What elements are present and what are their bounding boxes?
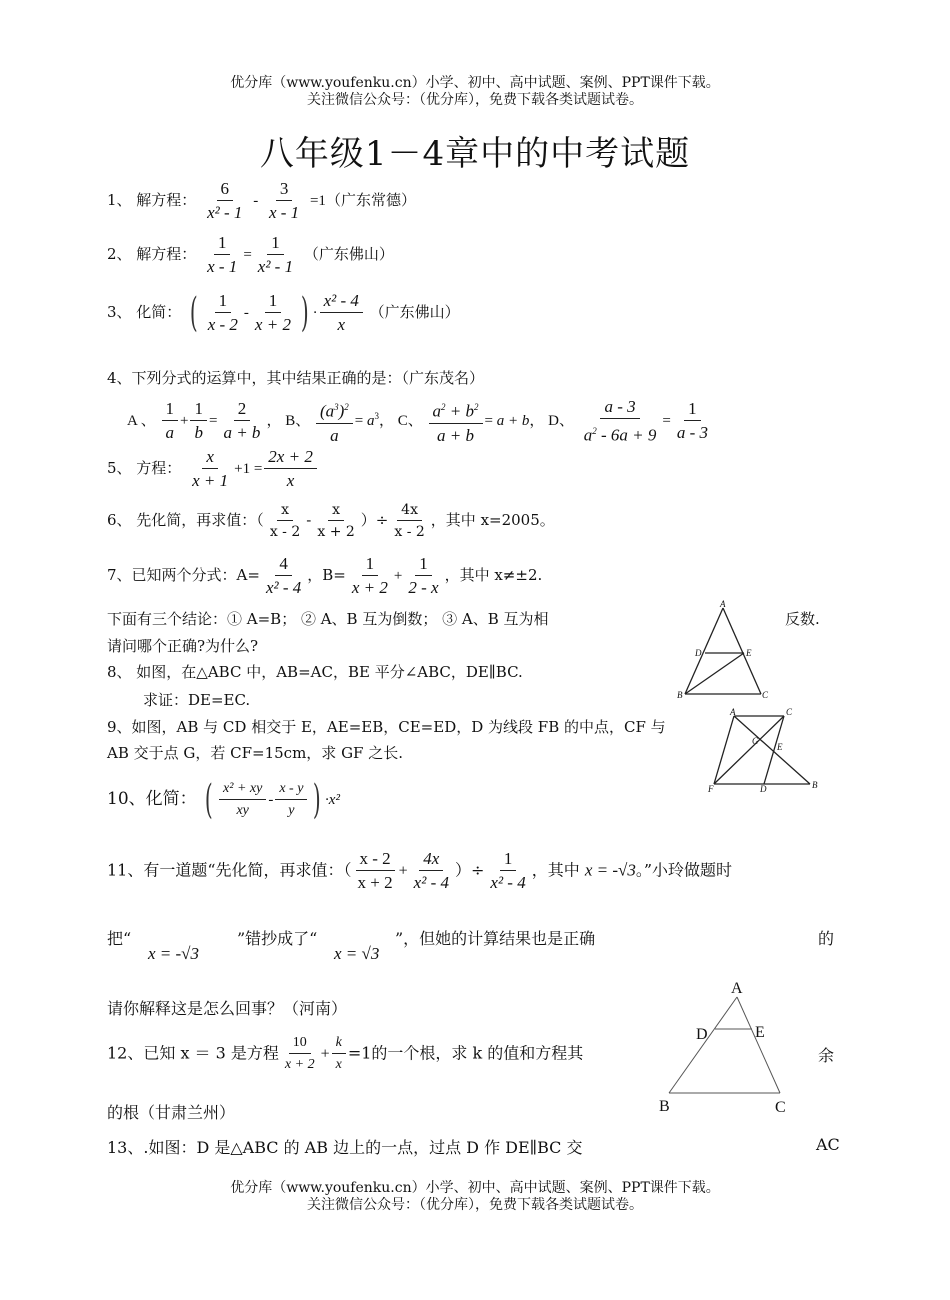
- q11-frac-c: $\frac{1}{\text{x² - 4}}$: [490, 849, 526, 892]
- question-12-roots: 的根（甘肃兰州）: [107, 1103, 236, 1122]
- footer-line-1: 优分库（www.youfenku.cn）小学、初中、高中试题、案例、PPT课件下载。: [230, 1180, 720, 1196]
- question-8-line2: 求证：DE=EC.: [143, 691, 251, 709]
- q3-frac-a: $\frac{1}{x - 2}$: [207, 291, 238, 334]
- question-7: [107, 555, 542, 597]
- q2-frac-a: $\frac{1}{x - 1}$: [207, 233, 238, 276]
- q2-source: （广东佛山）: [303, 245, 394, 263]
- q6-div: ）÷: [360, 511, 389, 529]
- question-9-line2: AB 交于点 G，若 CF=15cm，求 GF 之长.: [107, 744, 404, 762]
- figure-triangle-abc-2: [655, 975, 800, 1120]
- q1-label: 1、 解方程：: [107, 191, 197, 209]
- question-3: 3、 化简： ( $\frac{1}{x - 2}$ - $\frac{1}{x + 2}$ ) · $\frac{\text{x² - 4}}{x}$ （广东佛山）: [107, 290, 460, 336]
- fig1-label-e: E: [746, 648, 752, 658]
- q2-eq: =: [243, 247, 252, 263]
- q1-source: （广东常德）: [325, 191, 416, 209]
- q2-frac-b: $\frac{1}{\text{x² - 1}}$: [257, 233, 294, 276]
- fig3-label-a: A: [731, 980, 743, 997]
- fig2-label-f: F: [708, 784, 714, 794]
- q12-mid: =1的一个根，求 k 的值和方程其: [347, 1043, 584, 1063]
- question-13-end: AC: [816, 1135, 840, 1154]
- fig3-label-e: E: [755, 1024, 765, 1041]
- q3-dot: ·: [312, 305, 318, 321]
- question-11-wrong-value: x = -√3: [148, 944, 200, 963]
- q4-b-frac: $\frac{(a^3)^2}{a}$: [316, 398, 353, 445]
- q11-op: +: [398, 862, 408, 880]
- q12-frac-a: $\frac{10}{x + 2}$: [284, 1035, 315, 1072]
- fig1-label-d: D: [695, 648, 702, 658]
- q3-label: 3、 化简：: [107, 303, 182, 321]
- q4-d-frac1: $\frac{a - 3}{a^2 - 6a + 9}$: [583, 397, 657, 445]
- fig2-label-c: C: [786, 707, 793, 717]
- question-2: [107, 234, 394, 276]
- q1-frac-b: $\frac{3}{x - 1}$: [268, 179, 300, 222]
- q10-label: 10、化简：: [107, 789, 197, 809]
- question-9-line1: 9、如图，AB 与 CD 相交于 E，AE=EB，CE=ED，D 为线段 FB 的中点，CF 与: [107, 718, 666, 736]
- q3-op: -: [243, 305, 249, 321]
- question-11-p3: ”，但她的计算结果也是正确: [395, 929, 596, 948]
- fig3-label-d: D: [696, 1026, 708, 1043]
- fig2-label-a: A: [730, 707, 736, 717]
- question-6: [107, 502, 555, 540]
- fig3-label-c: C: [775, 1099, 786, 1116]
- fig1-label-c: C: [762, 690, 769, 700]
- q4-d-frac2: $\frac{1}{a - 3}$: [676, 399, 708, 443]
- q4-a-frac2: $\frac{1}{b}$: [190, 400, 207, 442]
- question-10: 10、化简： ( $\frac{\text{x² + xy}}{xy}$ - $\frac{x - y}{y}$ ) ·x²: [107, 777, 340, 823]
- q3-frac-b: $\frac{1}{x + 2}$: [254, 291, 291, 334]
- q10-tail: ·x²: [325, 792, 340, 808]
- question-11-end: 的: [818, 929, 835, 948]
- page-title: 八年级1－4章中的中考试题: [259, 134, 691, 174]
- q4-a-frac3: $\frac{2}{a + b}$: [223, 399, 261, 443]
- q5-frac-a: $\frac{x}{x + 1}$: [192, 447, 229, 490]
- question-4-options: A 、 $\frac{1}{a}$ + $\frac{1}{b}$ = $\frac{2}{a + b}$ ， B、 $\frac{(a^3)^2}{a}$ = $a^3$， C、 $\frac{a^2 + b^2}{a + b}$ = a + b， D、 $\frac{a - 3}{a^2 - 6a + 9}$ = $\frac{1}{a - 3}$: [127, 398, 714, 445]
- q11-frac-a: $\frac{x - 2}{x + 2}$: [354, 850, 397, 892]
- header-line-1: 优分库（www.youfenku.cn）小学、初中、高中试题、案例、PPT课件下载。: [230, 75, 720, 91]
- q5-frac-b: $\frac{2x + 2}{x}$: [264, 448, 317, 490]
- fig1-label-b: B: [677, 690, 683, 700]
- q1-frac-a: $\frac{6}{\text{x² - 1}}$: [207, 179, 243, 222]
- q4-b-label: ， B、: [266, 412, 311, 429]
- q11-value: x = -√3: [584, 860, 636, 880]
- q11-tail: 。”小玲做题时: [635, 860, 733, 880]
- fig1-label-a: A: [720, 599, 726, 609]
- fig2-label-b: B: [812, 780, 818, 790]
- q1-rhs: =1: [309, 193, 326, 209]
- question-11: [107, 850, 732, 892]
- figure-triangle-abc-1: [675, 598, 775, 702]
- q6-frac-b: $\frac{x}{x + 2}$: [317, 502, 355, 540]
- q6-op: -: [306, 511, 312, 529]
- question-7-ask: 请问哪个正确?为什么?: [107, 637, 259, 655]
- q7-mid: ，B=: [307, 566, 346, 584]
- q1-op: -: [253, 193, 259, 209]
- question-11-ask: 请你解释这是怎么回事？（河南）: [107, 999, 348, 1018]
- q12-frac-b: $\frac{k}{x}$: [332, 1035, 346, 1073]
- q7-frac-a: $\frac{4}{\text{x² - 4}}$: [265, 554, 302, 597]
- q3-frac-c: $\frac{\text{x² - 4}}{x}$: [320, 292, 363, 334]
- q6-tail: ，其中 x=2005。: [430, 511, 555, 529]
- q7-tail: ，其中 x≠±2.: [444, 566, 543, 584]
- question-11-p2: ”错抄成了“: [237, 929, 318, 948]
- question-7-conclusions: 下面有三个结论：① A=B； ② A、B 互为倒数； ③ A、B 互为相: [107, 610, 549, 628]
- q4-a-label: A 、: [127, 412, 156, 429]
- fig2-label-g: G: [752, 736, 759, 746]
- question-8-line1: 8、 如图，在△ABC 中，AB=AC，BE 平分∠ABC，DE∥BC.: [107, 663, 523, 681]
- q4-a-frac1: $\frac{1}{a}$: [162, 400, 179, 442]
- footer-line-2: 关注微信公众号：（优分库），免费下载各类试题试卷。: [307, 1197, 643, 1213]
- fig2-label-e: E: [777, 742, 783, 752]
- question-4-stem: 4、下列分式的运算中，其中结果正确的是：（广东茂名）: [107, 369, 485, 387]
- fig2-label-d: D: [760, 784, 767, 794]
- q7-op: +: [393, 568, 403, 584]
- q11-frac-b: $\frac{4x}{\text{x² - 4}}$: [413, 849, 449, 892]
- header-line-2: 关注微信公众号：（优分库），免费下载各类试题试卷。: [307, 92, 643, 108]
- q2-label: 2、 解方程：: [107, 245, 197, 263]
- q6-frac-c: $\frac{4x}{x - 2}$: [394, 502, 425, 540]
- question-1: [107, 180, 416, 222]
- question-11-p1: 把“: [107, 929, 132, 948]
- q12-op: +: [320, 1045, 330, 1063]
- q3-source: （广东佛山）: [369, 303, 460, 321]
- q11-div: ）÷: [454, 860, 485, 880]
- question-12-end: 余: [818, 1046, 835, 1065]
- q7-frac-b: $\frac{1}{x + 2}$: [351, 554, 388, 597]
- question-5: [107, 448, 319, 490]
- question-12: [107, 1035, 583, 1073]
- q10-frac-a: $\frac{\text{x² + xy}}{xy}$: [219, 781, 266, 819]
- q7-frac-c: $\frac{1}{2 - x}$: [408, 554, 439, 597]
- q7-label: 7、已知两个分式：A=: [107, 566, 260, 584]
- question-7-conclusions-end: 反数.: [785, 610, 820, 628]
- q6-label: 6、 先化简，再求值：（: [107, 511, 264, 529]
- q11-mid: ，其中: [531, 860, 580, 880]
- q10-frac-b: $\frac{x - y}{y}$: [275, 781, 307, 819]
- figure-intersect-lines: [702, 706, 830, 796]
- question-13: 13、.如图：D 是△ABC 的 AB 边上的一点，过点 D 作 DE∥BC 交: [107, 1138, 583, 1157]
- q4-d-label: ， D、: [529, 412, 574, 429]
- q10-op: -: [268, 792, 274, 808]
- q4-c-label: ， C、: [379, 412, 423, 429]
- q4-c-frac: $\frac{a^2 + b^2}{a + b}$: [429, 398, 483, 445]
- q5-mid: +1 =: [234, 461, 263, 477]
- q12-label: 12、已知 x ＝ 3 是方程: [107, 1043, 279, 1063]
- q11-label: 11、有一道题“先化简，再求值：（: [107, 860, 352, 880]
- fig3-label-b: B: [659, 1098, 670, 1115]
- q6-frac-a: $\frac{x}{x - 2}$: [269, 502, 301, 540]
- q5-label: 5、 方程：: [107, 459, 182, 477]
- question-11-copied-value: x = √3: [334, 944, 380, 963]
